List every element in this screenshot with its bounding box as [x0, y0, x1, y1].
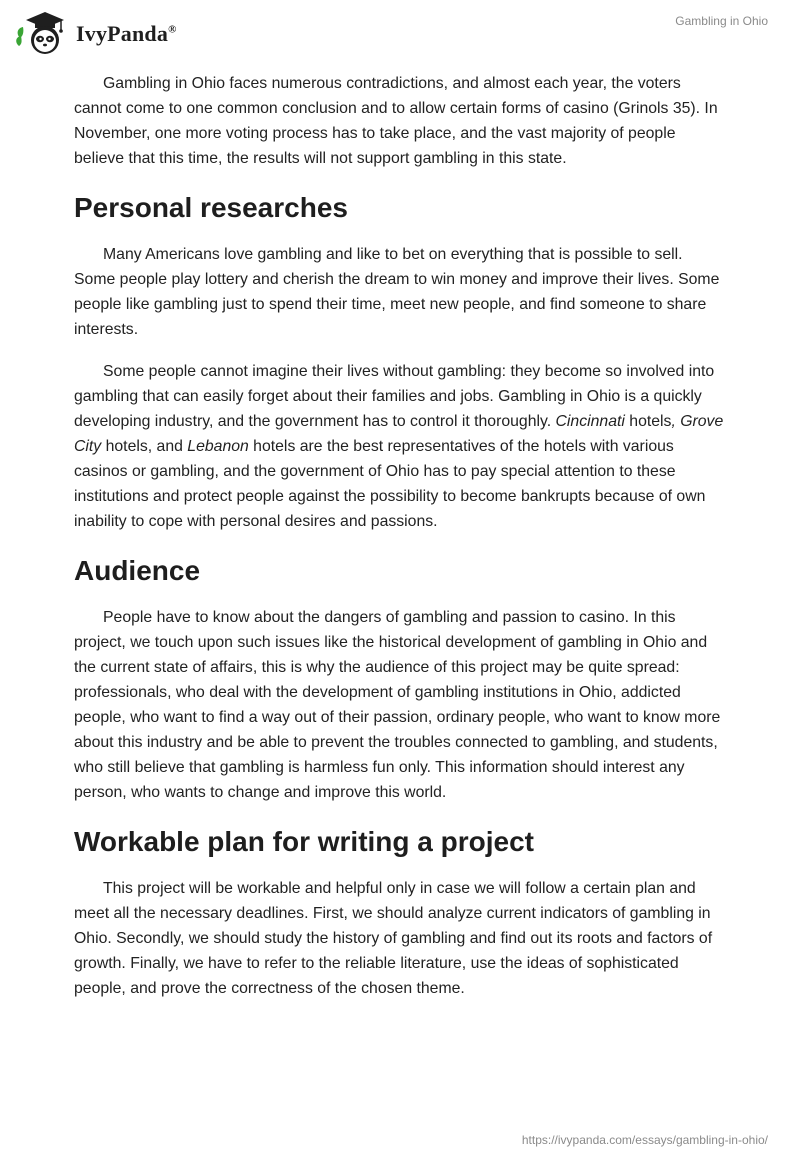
brand-name: IvyPanda® — [76, 21, 177, 46]
personal-researches-paragraph-2: Some people cannot imagine their lives without gambling: they become so involved into gambling that can easily forget about their families and jobs. Gambling in Ohio is a quickly developing industry, and the government has to control it thoroughly. Cincinnati hotels, Grove City hotels, and Lebanon hotels are the best representatives of the hotels with various casinos or gambling, and the government of Ohio has to pay special attention to these institutions and protect people against the possibility to become bankrupts because of own inability to cope with personal desires and passions. — [74, 363, 724, 530]
footer-url[interactable]: https://ivypanda.com/essays/gambling-in-ohio/ — [521, 1133, 768, 1147]
intro-paragraph: Gambling in Ohio faces numerous contradictions, and almost each year, the voters cannot come to one common conclusion and to allow certain forms of casino (Grinols 35). In November, one more voting process has to take place, and the vast majority of people believe that this time, the results will not support gambling in this state. — [74, 75, 718, 167]
page-header — [0, 0, 800, 70]
heading-audience: Audience — [74, 555, 201, 586]
essay-body — [74, 71, 724, 1018]
personal-researches-paragraph-1: Many Americans love gambling and like to bet on everything that is possible to sell. Some people play lottery and cherish the dream to win money and improve their lives. Some people like gambling just to spend their time, meet new people, and find someone to share interests. — [74, 246, 720, 338]
heading-personal-researches: Personal researches — [74, 192, 348, 223]
heading-workable-plan: Workable plan for writing a project — [74, 826, 534, 857]
workable-plan-paragraph: This project will be workable and helpful only in case we will follow a certain plan and meet all the necessary deadlines. First, we should analyze current indicators of gambling in Ohio. Secondly, we should study the history of gambling and find out its roots and factors of growth. Finally, we have to refer to the reliable literature, use the ideas of sophisticated people, and prove the correctness of the chosen theme. — [74, 880, 713, 997]
audience-paragraph: People have to know about the dangers of gambling and passion to casino. In this project, we touch upon such issues like the historical development of gambling in Ohio and the current state of affairs, this is why the audience of this project may be quite spread: professionals, who deal with the development of gambling institutions in Ohio, addicted people, who want to find a way out of their passion, ordinary people, who want to know more about this industry and be able to prevent the troubles connected to gambling, and students, who still believe that gambling is harmless fun only. This information should interest any person, who wants to change and improve this world. — [74, 609, 721, 801]
panda-graduate-icon — [14, 8, 70, 56]
document-title: Gambling in Ohio — [675, 14, 768, 28]
ivypanda-logo[interactable] — [14, 8, 177, 56]
